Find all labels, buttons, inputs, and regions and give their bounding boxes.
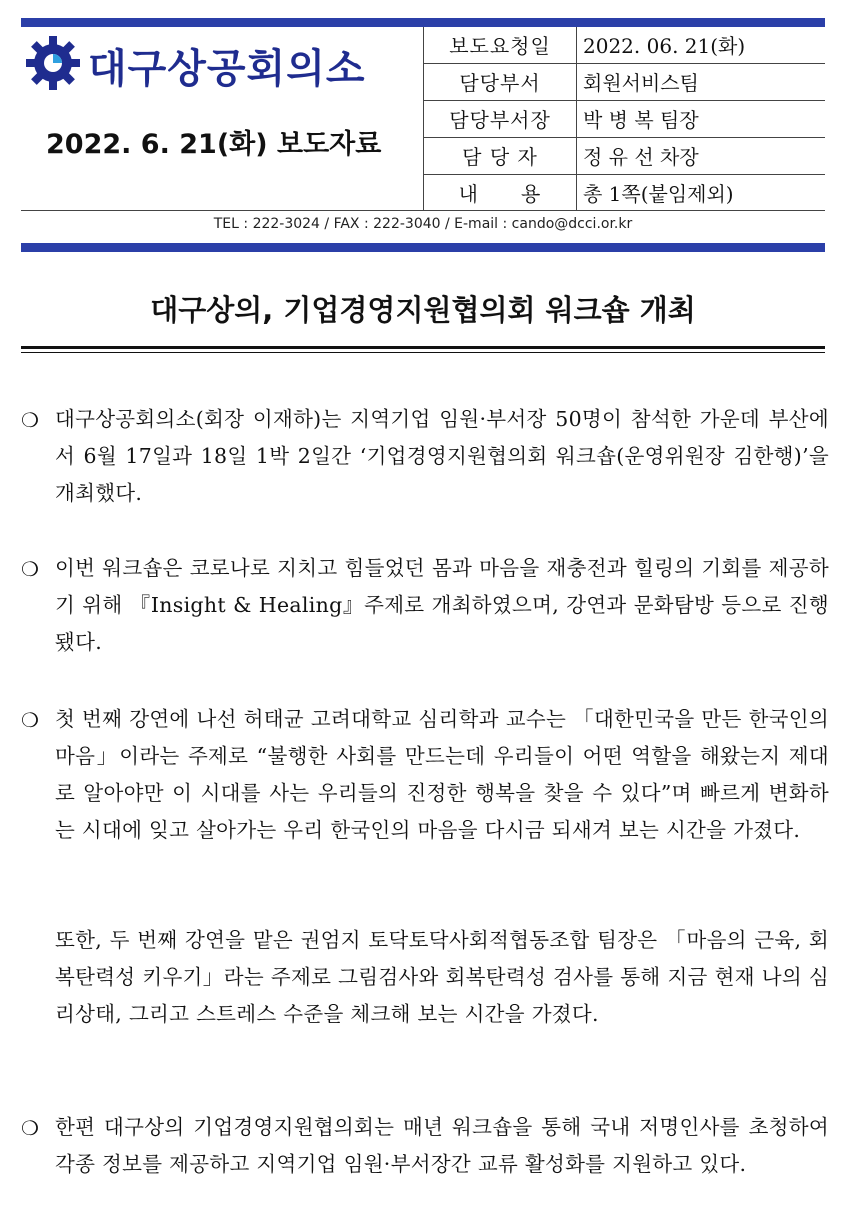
info-value: 2022. 06. 21(화) <box>577 27 826 63</box>
header-divider <box>21 210 825 211</box>
top-accent-bar <box>21 18 825 27</box>
info-label: 담 당 자 <box>424 137 577 174</box>
info-row <box>424 137 826 174</box>
bullet-icon: ❍ <box>21 557 40 581</box>
info-label: 담당부서 <box>424 63 577 100</box>
org-logo <box>24 34 365 96</box>
bullet-icon: ❍ <box>21 1116 40 1140</box>
headline: 대구상의, 기업경영지원협의회 워크숍 개최 <box>150 293 696 327</box>
paragraph-text: 대구상공회의소(회장 이재하)는 지역기업 임원·부서장 50명이 참석한 가운데 부산에서 6월 17일과 18일 1박 2일간 ‘기업경영지원협의회 워크숍(운영위원장 김한행)’을 개최했다. <box>55 407 829 505</box>
paragraph <box>21 701 829 849</box>
info-label: 내 용 <box>424 174 577 211</box>
info-row <box>424 27 826 63</box>
gear-icon <box>24 34 82 96</box>
mid-accent-bar <box>21 243 825 252</box>
info-label: 보도요청일 <box>424 27 577 63</box>
paragraph-text: 또한, 두 번째 강연을 맡은 권엄지 토닥토닥사회적협동조합 팀장은 「마음의 근육, 회복탄력성 키우기」라는 주제로 그림검사와 회복탄력성 검사를 통해 지금 현재 나의 심리상태, 그리고 스트레스 수준을 체크해 보는 시간을 가졌다. <box>55 928 829 1026</box>
headline-rule-thick <box>21 346 825 349</box>
info-row <box>424 63 826 100</box>
info-row <box>424 174 826 211</box>
bullet-icon: ❍ <box>21 408 40 432</box>
headline-rule-thin <box>21 352 825 353</box>
paragraph <box>21 550 829 661</box>
paragraph-text: 한편 대구상의 기업경영지원협의회는 매년 워크숍을 통해 국내 저명인사를 초청하여 각종 정보를 제공하고 지역기업 임원·부서장간 교류 활성화를 지원하고 있다. <box>55 1115 829 1176</box>
paragraph <box>21 401 829 512</box>
release-info-table <box>423 27 825 211</box>
info-value: 회원서비스팀 <box>577 63 826 100</box>
info-row <box>424 100 826 137</box>
info-value: 총 1쪽(붙임제외) <box>577 174 826 211</box>
paragraph-text: 첫 번째 강연에 나선 허태균 고려대학교 심리학과 교수는 「대한민국을 만든 한국인의 마음」이라는 주제로 “불행한 사회를 만드는데 우리들이 어떤 역할을 해왔는지 제대로 알아야만 이 시대를 사는 우리들의 진정한 행복을 찾을 수 있다”며 빠르게 변화하는 시대에 잊고 살아가는 우리 한국인의 마음을 다시금 되새겨 보는 시간을 가졌다. <box>55 707 829 842</box>
info-label: 담당부서장 <box>424 100 577 137</box>
info-value: 정 유 선 차장 <box>577 137 826 174</box>
org-name: 대구상공회의소 <box>88 45 366 92</box>
paragraph <box>21 1109 829 1183</box>
info-value: 박 병 복 팀장 <box>577 100 826 137</box>
contact-info: TEL : 222-3024 / FAX : 222-3040 / E-mail : cando@dcci.or.kr <box>213 216 633 232</box>
release-title: 2022. 6. 21(화) 보도자료 <box>46 129 382 160</box>
paragraph-text: 이번 워크숍은 코로나로 지치고 힘들었던 몸과 마음을 재충전과 힐링의 기회를 제공하기 위해 『Insight & Healing』주제로 개최하였으며, 강연과 문화탐방 등으로 진행됐다. <box>55 556 829 654</box>
paragraph <box>21 922 829 1033</box>
bullet-icon: ❍ <box>21 708 40 732</box>
